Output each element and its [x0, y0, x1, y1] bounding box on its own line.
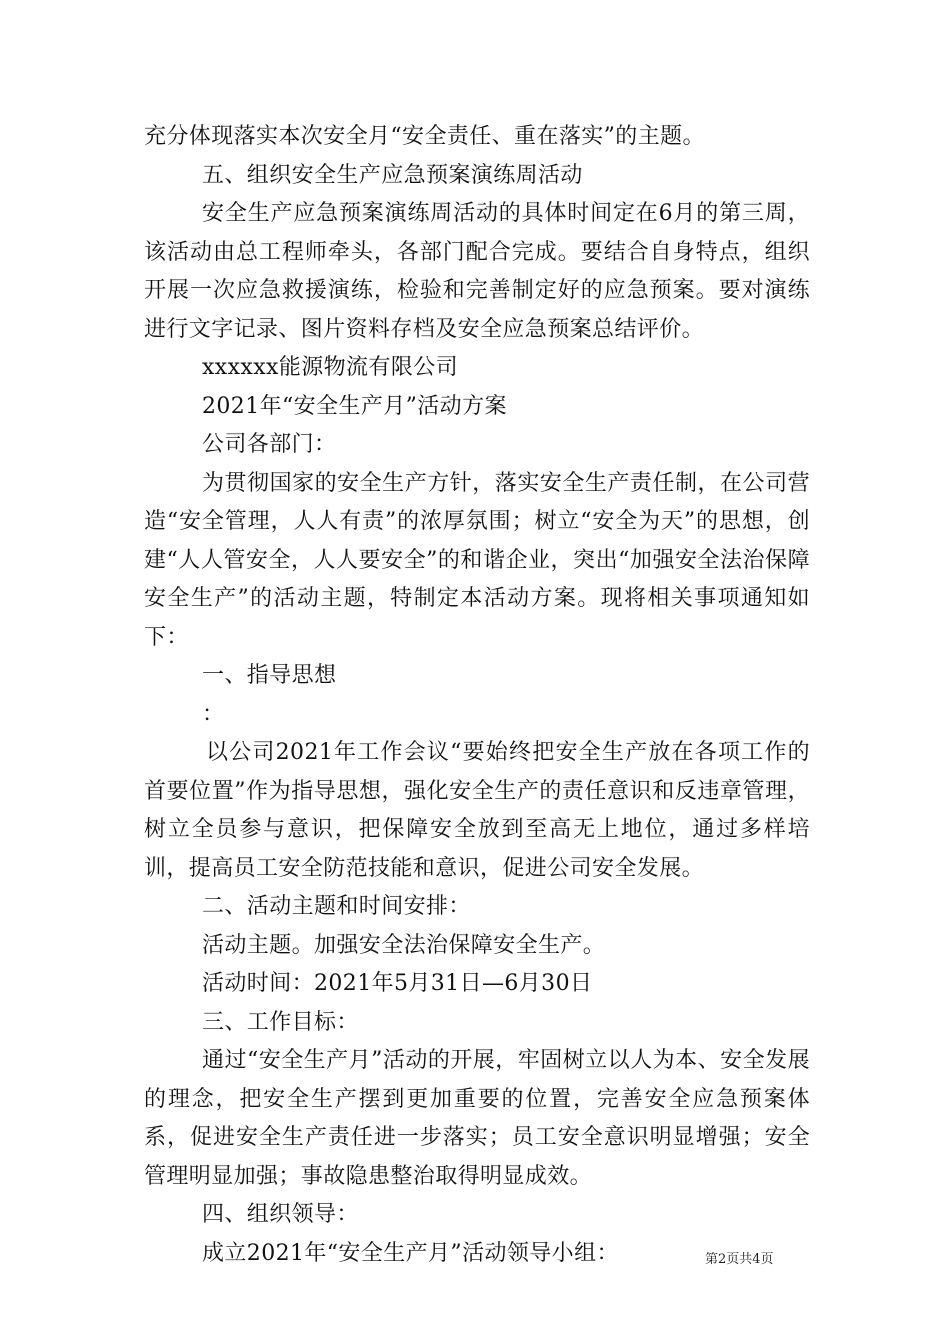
- paragraph-drill-week: 安全生产应急预案演练周活动的具体时间定在6月的第三周，该活动由总工程师牵头，各部门配合完成。要结合自身特点，组织开展一次应急救援演练，检验和完善制定好的应急预案。要对演练进行文字记录、图片资料存档及安全应急预案总结评价。: [144, 201, 810, 342]
- page-number: 第2页共4页: [705, 1252, 774, 1267]
- heading-section-three: 三、工作目标：: [202, 1009, 359, 1035]
- plan-title: 2021年“安全生产月”活动方案: [202, 393, 507, 419]
- company-name: xxxxxx能源物流有限公司: [202, 355, 459, 380]
- paragraph-work-goals: 通过“安全生产月”活动的开展，牢固树立以人为本、安全发展的理念，把安全生产摆到更加重要的位置，完善安全应急预案体系，促进安全生产责任进一步落实；员工安全意识明显增强；安全管理明显加强；事故隐患整治取得明显成效。: [144, 1048, 810, 1189]
- heading-section-one: 一、指导思想: [202, 663, 337, 688]
- stray-colon: ：: [202, 701, 225, 727]
- heading-section-five: 五、组织安全生产应急预案演练周活动: [202, 162, 583, 188]
- document-body: [144, 118, 810, 1273]
- heading-section-two: 二、活动主题和时间安排：: [202, 894, 471, 919]
- heading-section-four: 四、组织领导：: [202, 1202, 359, 1227]
- paragraph-guiding-thought: 以公司2021年工作会议“要始终把安全生产放在各项工作的首要位置”作为指导思想，强化安全生产的责任意识和反违章管理，树立全员参与意识，把保障安全放到至高无上地位，通过多样培训，提高员工安全防范技能和意识，促进公司安全发展。: [144, 740, 810, 881]
- paragraph-leadership-group: 成立2021年“安全生产月”活动领导小组：: [202, 1240, 619, 1266]
- paragraph-introduction: 为贯彻国家的安全生产方针，落实安全生产责任制，在公司营造“安全管理，人人有责”的浓厚氛围；树立“安全为天”的思想，创建“人人管安全，人人要安全”的和谐企业，突出“加强安全法治保障安全生产”的活动主题，特制定本活动方案。现将相关事项通知如下：: [144, 470, 810, 650]
- paragraph-activity-theme: 活动主题。加强安全法治保障安全生产。: [202, 932, 606, 958]
- paragraph-theme-conclusion: 充分体现落实本次安全月“安全责任、重在落实”的主题。: [144, 124, 705, 149]
- salutation: 公司各部门：: [202, 432, 337, 457]
- paragraph-activity-time: 活动时间：2021年5月31日—6月30日: [202, 971, 593, 996]
